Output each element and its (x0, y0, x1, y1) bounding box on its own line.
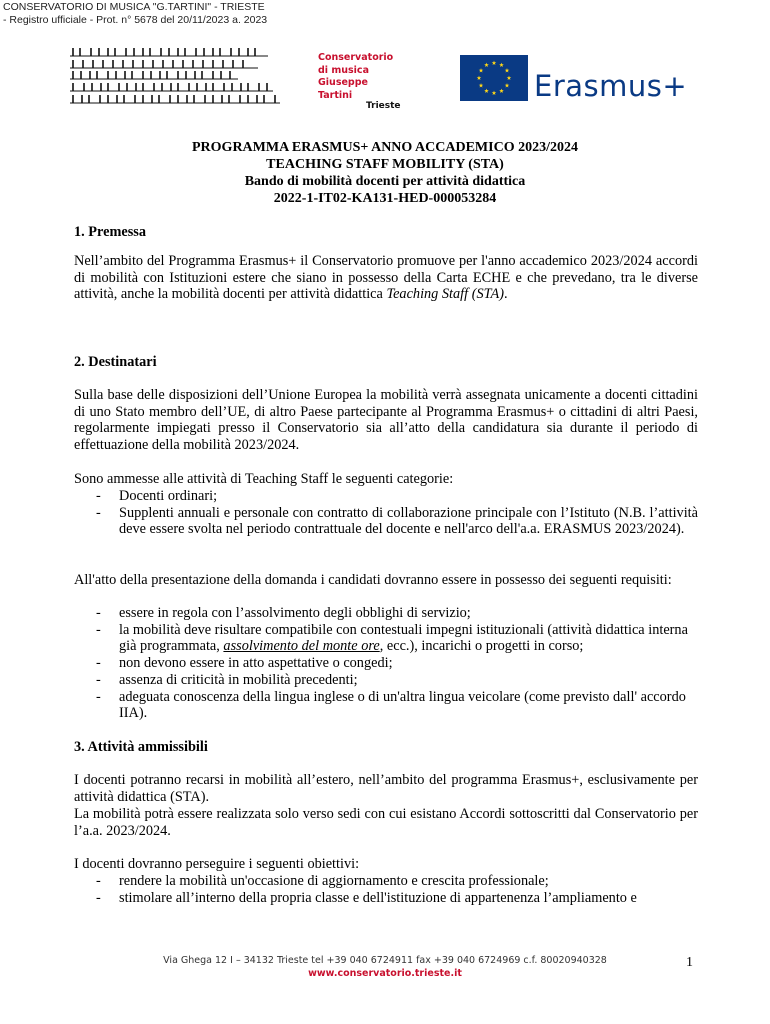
section-3-paragraph-3: I docenti dovranno perseguire i seguenti obiettivi: (74, 856, 360, 872)
logo-city: Trieste (366, 101, 401, 111)
document-title (0, 139, 770, 207)
list-item-text: Docenti ordinari; (119, 488, 218, 504)
requirements-list (74, 605, 698, 722)
section-2-paragraph-2: Sono ammesse alle attività di Teaching Staff le seguenti categorie: (74, 471, 454, 487)
logo-name-line: Conservatorio (318, 52, 394, 63)
list-item-text: rendere la mobilità un'occasione di aggiornamento e crescita professionale; (119, 873, 549, 889)
footer-address: Via Ghega 12 I – 34132 Trieste tel +39 040 6724911 fax +39 040 6724969 c.f. 80020940328 (163, 955, 607, 966)
conservatory-staff-logo (68, 48, 283, 110)
list-item-text: non devono essere in atto aspettative o congedi; (119, 655, 393, 672)
section-3-paragraph-1: I docenti potranno recarsi in mobilità all’estero, nell’ambito del programma Erasmus+, esclusivamente per attività didattica (STA). (74, 772, 698, 805)
section-1-paragraph (74, 253, 698, 303)
categories-list (74, 488, 698, 538)
list-item: - non devono essere in atto aspettative o congedi; (74, 655, 698, 672)
title-line: PROGRAMMA ERASMUS+ ANNO ACCADEMICO 2023/2024 (192, 140, 578, 155)
list-item-text: , ecc.), incarichi o progetti in corso; (379, 638, 584, 655)
registry-stamp (3, 1, 267, 27)
list-item-text: adeguata conoscenza della lingua inglese o di un'altra lingua veicolare (come previsto dall' accordo IIA). (119, 688, 686, 722)
section-2-paragraph-3: All'atto della presentazione della domanda i candidati dovranno essere in possesso dei seguenti requisiti: (74, 572, 672, 588)
list-item: - la mobilità deve risultare compatibile con contestuali impegni istituzionali (attività didattica interna già programmata, assolvimento del monte ore, ecc.), incarichi o progetti in corso; (96, 621, 688, 655)
page-number: 1 (686, 955, 693, 970)
title-line: Bando di mobilità docenti per attività didattica (244, 174, 526, 189)
section-1-end: . (504, 286, 508, 303)
list-item-text: la mobilità deve risultare compatibile con contestuali impegni istituzionali (attività didattica interna già programmata, (119, 621, 688, 655)
page-footer (0, 954, 770, 980)
section-3-paragraph-2: La mobilità potrà essere realizzata solo verso sedi con cui esistano Accordi sottoscritti dal Conservatorio per l’a.a. 2023/2024. (74, 806, 698, 839)
list-item-text: essere in regola con l’assolvimento degli obblighi di servizio; (119, 605, 471, 621)
section-3-heading: 3. Attività ammissibili (74, 739, 208, 755)
list-item-text: assenza di criticità in mobilità precedenti; (119, 671, 358, 688)
section-2-paragraph-1: Sulla base delle disposizioni dell’Unione Europea la mobilità verrà assegnata unicamente a docenti cittadini di uno Stato membro dell’UE, di altro Paese partecipante al Programma Erasmus+ o cittadini di altri Paesi, regolarmente impiegati presso il Conservatorio sia all’atto della candidatura sia durante il periodo di effettuazione della mobilità 2023/2024. (74, 387, 698, 454)
list-item-emphasis: assolvimento del monte ore (223, 638, 380, 655)
conservatory-logo-name (318, 52, 393, 102)
logo-name-line: di musica (318, 64, 369, 76)
eu-flag-icon (460, 55, 528, 101)
list-item-text: Supplenti annuali e personale con contratto di collaborazione principale con l’Istituto (N.B. l’attività deve essere svolta nel periodo contrattuale del docente e nell'arco dell'a.a. ERASMUS 2023/2024). (119, 504, 698, 538)
list-item: - Docenti ordinari; (74, 488, 698, 505)
list-item: - adeguata conoscenza della lingua inglese o di un'altra lingua veicolare (come previsto dall' accordo IIA). (74, 689, 698, 722)
title-line: TEACHING STAFF MOBILITY (STA) (266, 157, 504, 172)
section-1-emphasis: Teaching Staff (STA) (386, 286, 504, 303)
title-line: 2022-1-IT02-KA131-HED-000053284 (273, 191, 497, 206)
list-item: - Supplenti annuali e personale con contratto di collaborazione principale con l’Istituto (N.B. l’attività deve essere svolta nel periodo contrattuale del docente e nell'arco dell'a.a. ERASMUS 2023/2024). (96, 504, 698, 538)
list-item-text: stimolare all’interno della propria classe e dell'istituzione di appartenenza l’ampliamento e (119, 889, 637, 906)
objectives-list (74, 873, 698, 906)
footer-website-link[interactable]: www.conservatorio.trieste.it (308, 968, 462, 979)
list-item: - stimolare all’interno della propria classe e dell'istituzione di appartenenza l’ampliamento e (74, 890, 698, 907)
section-1-heading: 1. Premessa (74, 224, 146, 240)
section-1-text: Nell’ambito del Programma Erasmus+ il Conservatorio promuove per l'anno accademico 2023/2024 accordi di mobilità con Istituzioni estere che siano in possesso della Carta ECHE e che prevedano, tra le diverse attività, anche la mobilità docenti per attività didattica (74, 253, 698, 303)
registry-line-2: - Registro ufficiale - Prot. n° 5678 del 20/11/2023 a. 2023 (3, 14, 268, 26)
registry-line-1: CONSERVATORIO DI MUSICA "G.TARTINI" - TRIESTE (3, 1, 265, 13)
list-item: - rendere la mobilità un'occasione di aggiornamento e crescita professionale; (74, 873, 698, 890)
section-2-heading: 2. Destinatari (74, 354, 157, 370)
list-item: - assenza di criticità in mobilità precedenti; (74, 672, 698, 689)
logo-name-line: Giuseppe (318, 77, 368, 88)
list-item: - essere in regola con l’assolvimento degli obblighi di servizio; (74, 605, 698, 622)
logo-name-line: Tartini (318, 89, 353, 101)
erasmus-plus-logo-text: Erasmus+ (534, 69, 688, 103)
